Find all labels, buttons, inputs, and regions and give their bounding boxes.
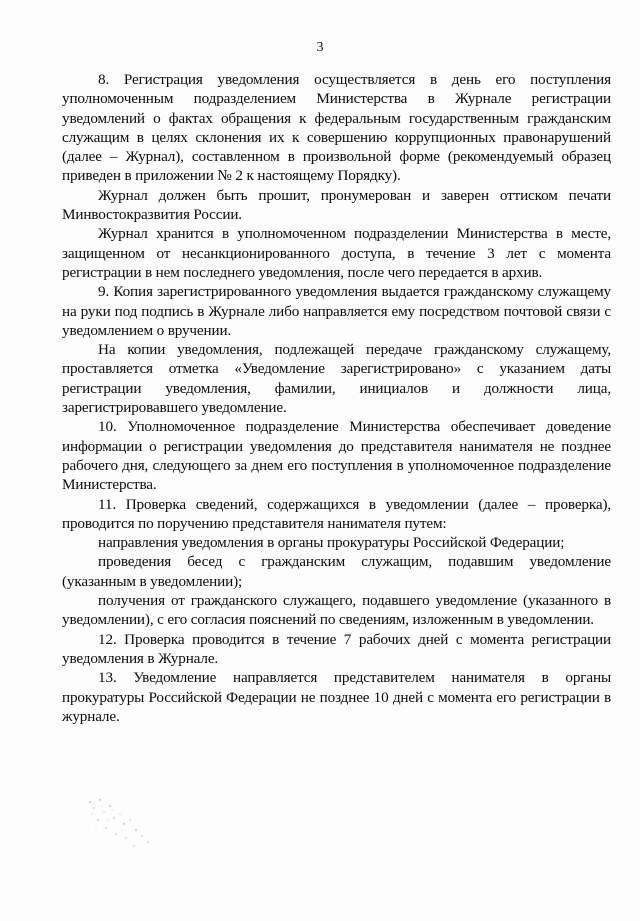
paragraph-13: 13. Уведомление направляется представителем нанимателя в органы прокуратуры Российской Федерации не позднее 10 дней с момента его регистрации в журнале. xyxy=(62,669,611,725)
paragraph-11-item-prosecutor: направления уведомления в органы прокуратуры Российской Федерации; xyxy=(98,534,565,552)
paragraph-11-item-interviews: проведения бесед с гражданским служащим, подавшим уведомление (указанным в уведомлении); xyxy=(62,553,611,590)
paragraph-11-item-explanations: получения от гражданского служащего, подавшего уведомление (указанного в уведомлении), с его согласия пояснений по сведениям, изложенным в уведомлении. xyxy=(62,592,611,629)
paragraph-journal-storage: Журнал хранится в уполномоченном подразделении Министерства в месте, защищенном от несанкционированного доступа, в течение 3 лет с момента регистрации в нем последнего уведомления, после чего передается в архив. xyxy=(62,225,611,281)
paragraph-11: 11. Проверка сведений, содержащихся в уведомлении (далее – проверка), проводится по поручению представителя нанимателя путем: xyxy=(62,495,611,532)
page-number: 3 xyxy=(316,40,324,55)
paragraph-9: 9. Копия зарегистрированного уведомления выдается гражданскому служащему на руки под подпись в Журнале либо направляется ему посредством почтовой связи с уведомлением о вручении. xyxy=(62,283,611,339)
paragraph-copy-mark: На копии уведомления, подлежащей передаче гражданскому служащему, проставляется отметка «Уведомление зарегистрировано» с указанием даты регистрации уведомления, фамилии, инициалов и должности лица, зарегистрировавшего уведомление. xyxy=(62,341,611,417)
paragraph-8: 8. Регистрация уведомления осуществляется в день его поступления уполномоченным подразделением Министерства в Журнале регистрации уведомлений о фактах обращения к федеральным государственным гражданским служащим в целях склонения их к совершению коррупционных правонарушений (далее – Журнал), составленном в произвольной форме (рекомендуемый образец приведен в приложении № 2 к настоящему Порядку). xyxy=(62,71,611,185)
document-body xyxy=(62,70,611,726)
paragraph-10: 10. Уполномоченное подразделение Министерства обеспечивает доведение информации о регистрации уведомления до представителя нанимателя не позднее рабочего дня, следующего за днем его поступления в уполномоченное подразделение Министерства. xyxy=(62,418,611,494)
scan-artifact xyxy=(80,790,170,860)
paragraph-12: 12. Проверка проводится в течение 7 рабочих дней с момента регистрации уведомления в Журнале. xyxy=(62,630,611,667)
paragraph-journal-sealing: Журнал должен быть прошит, пронумерован и заверен оттиском печати Минвостокразвития России. xyxy=(62,186,611,224)
